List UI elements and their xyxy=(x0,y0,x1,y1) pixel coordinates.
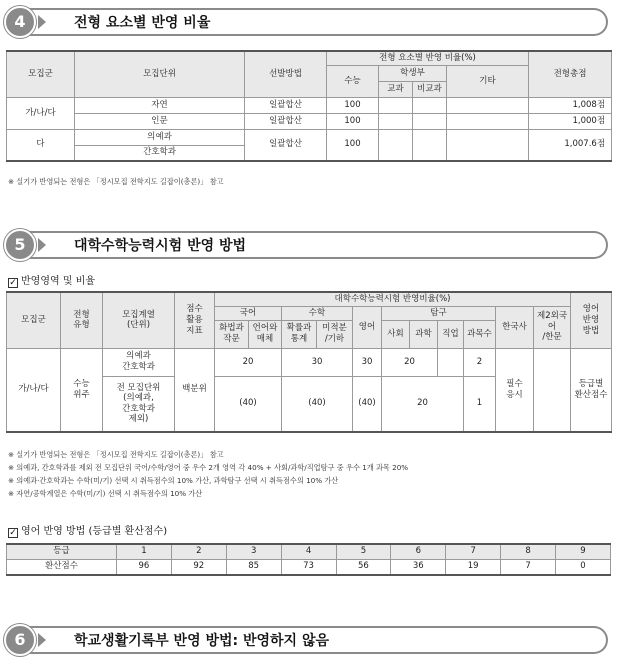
cell-count: 2 xyxy=(464,348,496,376)
cell-suneung: 100 xyxy=(327,97,379,113)
score-row xyxy=(7,559,611,575)
header-i1: 사회 xyxy=(382,320,410,348)
header-english: 영어 xyxy=(353,306,382,348)
grade-cell: 6 xyxy=(391,544,446,559)
cell-suneung: 100 xyxy=(327,129,379,161)
header-i3: 직업 xyxy=(438,320,464,348)
chevron-right-icon xyxy=(38,633,46,647)
score-cell: 73 xyxy=(281,559,336,575)
grade-cell: 9 xyxy=(556,544,611,559)
cell-method: 일괄합산 xyxy=(245,97,327,113)
section5-note: ※ 실기가 반영되는 전형은 「정시모집 전학지도 길잡이(총론)」 참고 xyxy=(8,450,224,459)
chevron-right-icon xyxy=(38,238,46,252)
cell-math: 30 xyxy=(282,348,353,376)
section-number-badge: 4 xyxy=(4,6,36,38)
grade-cell: 8 xyxy=(501,544,556,559)
header-k2: 언어와 매체 xyxy=(249,320,282,348)
header-eng-method: 영어 반영 방법 xyxy=(571,292,612,348)
cell-math: (40) xyxy=(282,376,353,432)
header-school: 학생부 xyxy=(379,65,447,81)
english-check-label: ✓ 영어 반영 방법 (등급별 환산점수) xyxy=(9,526,168,538)
english-grade-table xyxy=(6,543,611,576)
header-group: 모집군 xyxy=(7,292,61,348)
grade-cell: 7 xyxy=(446,544,501,559)
score-cell: 0 xyxy=(556,559,611,575)
cell-index: 백분위 xyxy=(175,348,215,432)
header-math: 수학 xyxy=(282,306,353,320)
chevron-right-icon xyxy=(38,15,46,29)
score-label: 환산점수 xyxy=(7,559,117,575)
cell-group: 가/나/다 xyxy=(7,97,75,129)
score-cell: 92 xyxy=(171,559,226,575)
cell-korean: (40) xyxy=(215,376,282,432)
header-gyogwa: 교과 xyxy=(379,81,413,97)
cell-method: 일괄합산 xyxy=(245,113,327,129)
score-cell: 56 xyxy=(336,559,391,575)
suneung-table xyxy=(6,291,612,433)
grade-label: 등급 xyxy=(7,544,117,559)
grade-cell: 5 xyxy=(336,544,391,559)
cell-unit: 인문 xyxy=(75,113,245,129)
cell-type: 수능 위주 xyxy=(61,348,103,432)
cell-suneung: 100 xyxy=(327,113,379,129)
header-bigyogwa: 비교과 xyxy=(413,81,447,97)
header-type: 전형 유형 xyxy=(61,292,103,348)
section-number-badge: 5 xyxy=(4,229,36,261)
section-5-header xyxy=(4,229,608,261)
header-m1: 확률과 통계 xyxy=(282,320,317,348)
score-cell: 96 xyxy=(117,559,172,575)
cell-korean: 20 xyxy=(215,348,282,376)
cell-unit: 자연 xyxy=(75,97,245,113)
cell-inquiry: 20 xyxy=(382,348,438,376)
score-cell: 7 xyxy=(501,559,556,575)
section4-note: ※ 실기가 반영되는 전형은 「정시모집 전학지도 길잡이(총론)」 참고 xyxy=(8,177,224,186)
checkbox-icon: ✓ xyxy=(9,278,17,288)
header-foreign: 제2외국어 /한문 xyxy=(534,306,571,348)
cell-eng-method: 등급별 환산점수 xyxy=(571,348,612,432)
header-k1: 화법과 작문 xyxy=(215,320,249,348)
cell-group: 가/나/다 xyxy=(7,348,61,432)
cell-count: 1 xyxy=(464,376,496,432)
cell-group: 다 xyxy=(7,129,75,161)
cell-english: (40) xyxy=(353,376,382,432)
cell-unit: 간호학과 xyxy=(75,145,245,161)
cell-unit: 의예과 xyxy=(75,129,245,145)
cell-total: 1,007.6점 xyxy=(529,129,612,161)
header-unit: 모집계열 (단위) xyxy=(103,292,175,348)
section-title: 전형 요소별 반영 비율 xyxy=(74,15,211,31)
header-korean: 국어 xyxy=(215,306,282,320)
cell-total: 1,000점 xyxy=(529,113,612,129)
header-method: 선발방법 xyxy=(245,51,327,97)
checkbox-icon: ✓ xyxy=(9,528,17,538)
cell-unit: 전 모집단위 (의예과, 간호학과 제외) xyxy=(103,376,175,432)
cell-history: 필수 응시 xyxy=(496,348,534,432)
header-index: 점수 활용 지표 xyxy=(175,292,215,348)
header-total: 전형총점 xyxy=(529,51,612,97)
header-inquiry: 탐구 xyxy=(382,306,496,320)
section5-note: ※ 의예과·간호학과는 수학(미/기) 선택 시 취득점수의 10% 가산, 과학탐구 선택 시 취득점수의 10% 가산 xyxy=(8,476,339,485)
ratio-table xyxy=(6,50,612,162)
cell-total: 1,008점 xyxy=(529,97,612,113)
section-6-header xyxy=(4,624,608,656)
header-suneung: 수능 xyxy=(327,65,379,97)
header-m2: 미적분 /기하 xyxy=(317,320,353,348)
header-i4: 과목수 xyxy=(464,320,496,348)
cell-inquiry: 20 xyxy=(382,376,464,432)
grade-cell: 3 xyxy=(226,544,281,559)
grade-cell: 1 xyxy=(117,544,172,559)
score-cell: 36 xyxy=(391,559,446,575)
section5-note: ※ 의예과, 간호학과를 제외 전 모집단위 국어/수학/영어 중 우수 2개 영역 각 40% + 사회/과학/직업탐구 중 우수 1개 과목 20% xyxy=(8,463,409,472)
section-title: 대학수학능력시험 반영 방법 xyxy=(74,238,247,254)
section5-note: ※ 자연/공학계열은 수학(미/기) 선택 시 취득점수의 10% 가산 xyxy=(8,489,203,498)
score-cell: 19 xyxy=(446,559,501,575)
header-ratio: 전형 요소별 반영 비율(%) xyxy=(327,51,529,65)
grade-row xyxy=(7,544,611,559)
grade-cell: 4 xyxy=(281,544,336,559)
header-i2: 과학 xyxy=(410,320,438,348)
header-unit: 모집단위 xyxy=(75,51,245,97)
section-number-badge: 6 xyxy=(4,624,36,656)
cell-unit: 의예과 간호학과 xyxy=(103,348,175,376)
ratio-check-label: ✓ 반영영역 및 비율 xyxy=(9,276,95,288)
section-4-header xyxy=(4,6,608,38)
cell-english: 30 xyxy=(353,348,382,376)
cell-method: 일괄합산 xyxy=(245,129,327,161)
header-etc: 기타 xyxy=(447,65,529,97)
grade-cell: 2 xyxy=(171,544,226,559)
header-history: 한국사 xyxy=(496,306,534,348)
header-group: 모집군 xyxy=(7,51,75,97)
score-cell: 85 xyxy=(226,559,281,575)
header-ratio: 대학수학능력시험 반영비율(%) xyxy=(215,292,571,306)
section-title: 학교생활기록부 반영 방법: 반영하지 않음 xyxy=(74,633,330,649)
